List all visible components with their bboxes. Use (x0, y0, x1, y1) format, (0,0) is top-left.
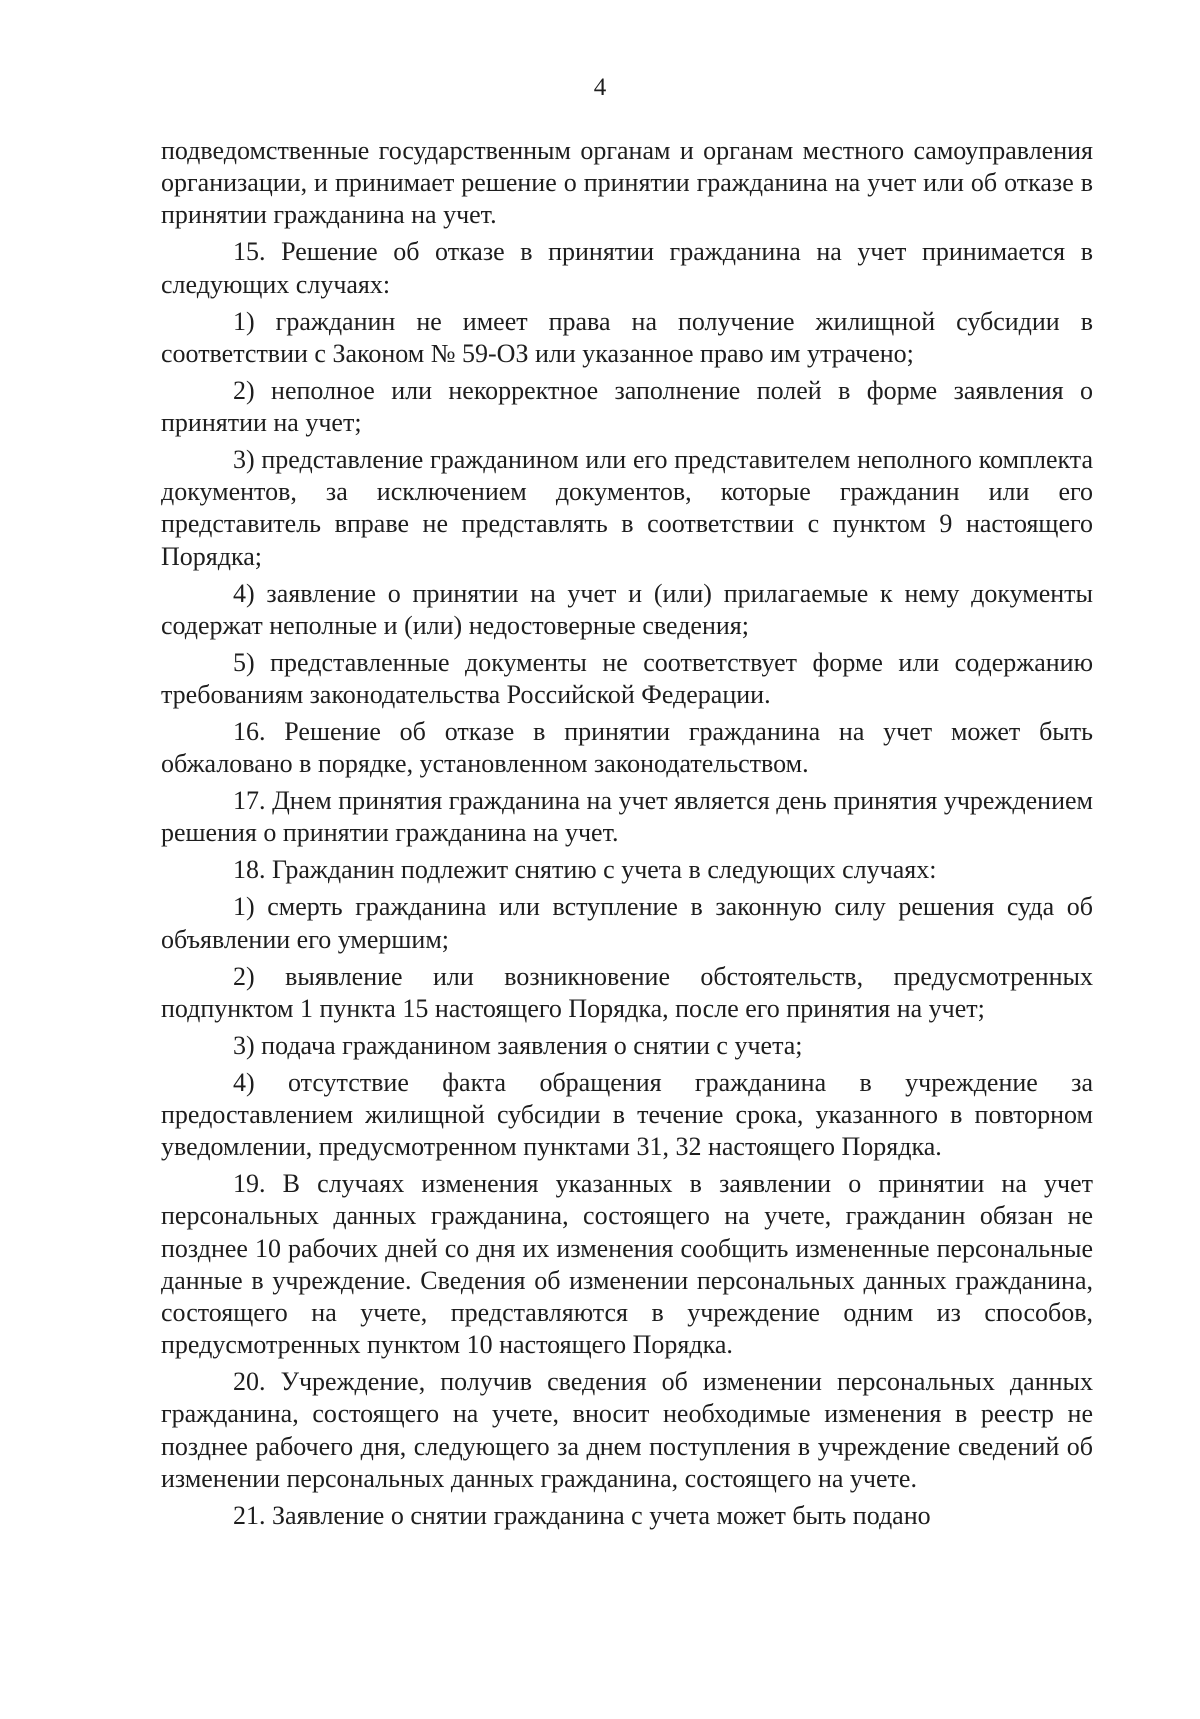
paragraph-continuation: подведомственные государственным органам и органам местного самоуправления организации, и принимает решение о принятии гражданина на учет или об отказе в принятии гражданина на учет. (161, 136, 1093, 230)
paragraph-subitem-18-4: 4) отсутствие факта обращения гражданина в учреждение за предоставлением жилищной субсидии в течение срока, указанного в повторном уведомлении, предусмотренном пунктами 31, 32 настоящего Порядка. (161, 1067, 1093, 1162)
paragraph-subitem-15-2: 2) неполное или некорректное заполнение полей в форме заявления о принятии на учет; (161, 375, 1093, 438)
paragraph-subitem-18-1: 1) смерть гражданина или вступление в законную силу решения суда об объявлении его умершим; (161, 892, 1093, 954)
paragraph-subitem-18-3: 3) подача гражданином заявления о снятии с учета; (233, 1030, 803, 1060)
paragraph-item-15: 15. Решение об отказе в принятии гражданина на учет принимается в следующих случаях: (161, 237, 1093, 299)
paragraph-subitem-15-3: 3) представление гражданином или его представителем неполного комплекта документов, за исключением документов, которые гражданин или его представитель вправе не представлять в соответствии с пунктом 9 настоящего Порядка; (161, 445, 1093, 571)
paragraph-subitem-15-4: 4) заявление о принятии на учет и (или) прилагаемые к нему документы содержат неполные и (или) недостоверные сведения; (161, 578, 1093, 640)
paragraph-item-16: 16. Решение об отказе в принятии гражданина на учет может быть обжаловано в порядке, установленном законодательством. (161, 717, 1093, 779)
paragraph-subitem-15-1: 1) гражданин не имеет права на получение жилищной субсидии в соответствии с Законом № 59-ОЗ или указанное право им утрачено; (161, 306, 1093, 368)
page-number: 4 (593, 74, 607, 101)
paragraph-item-20: 20. Учреждение, получив сведения об изменении персональных данных гражданина, состоящего на учете, вносит необходимые изменения в реестр не позднее рабочего дня, следующего за днем поступления в учреждение сведений об изменении персональных данных гражданина, состоящего на учете. (161, 1367, 1093, 1493)
paragraph-item-19: 19. В случаях изменения указанных в заявлении о принятии на учет персональных данных гражданина, состоящего на учете, гражданин обязан не позднее 10 рабочих дней со дня их изменения сообщить измененные персональные данные в учреждение. Сведения об изменении персональных данных гражданина, состоящего на учете, представляются в учреждение одним из способов, предусмотренных пунктом 10 настоящего Порядка. (161, 1169, 1093, 1360)
paragraph-item-18: 18. Гражданин подлежит снятию с учета в следующих случаях: (233, 855, 937, 885)
paragraph-subitem-15-5: 5) представленные документы не соответствует форме или содержанию требованиям законодательства Российской Федерации. (161, 647, 1093, 710)
paragraph-item-17: 17. Днем принятия гражданина на учет является день принятия учреждением решения о принятии гражданина на учет. (161, 786, 1093, 848)
document-body (161, 135, 1093, 1537)
paragraph-subitem-18-2: 2) выявление или возникновение обстоятельств, предусмотренных подпунктом 1 пункта 15 настоящего Порядка, после его принятия на учет; (161, 961, 1093, 1023)
paragraph-item-21: 21. Заявление о снятии гражданина с учета может быть подано (233, 1500, 931, 1530)
